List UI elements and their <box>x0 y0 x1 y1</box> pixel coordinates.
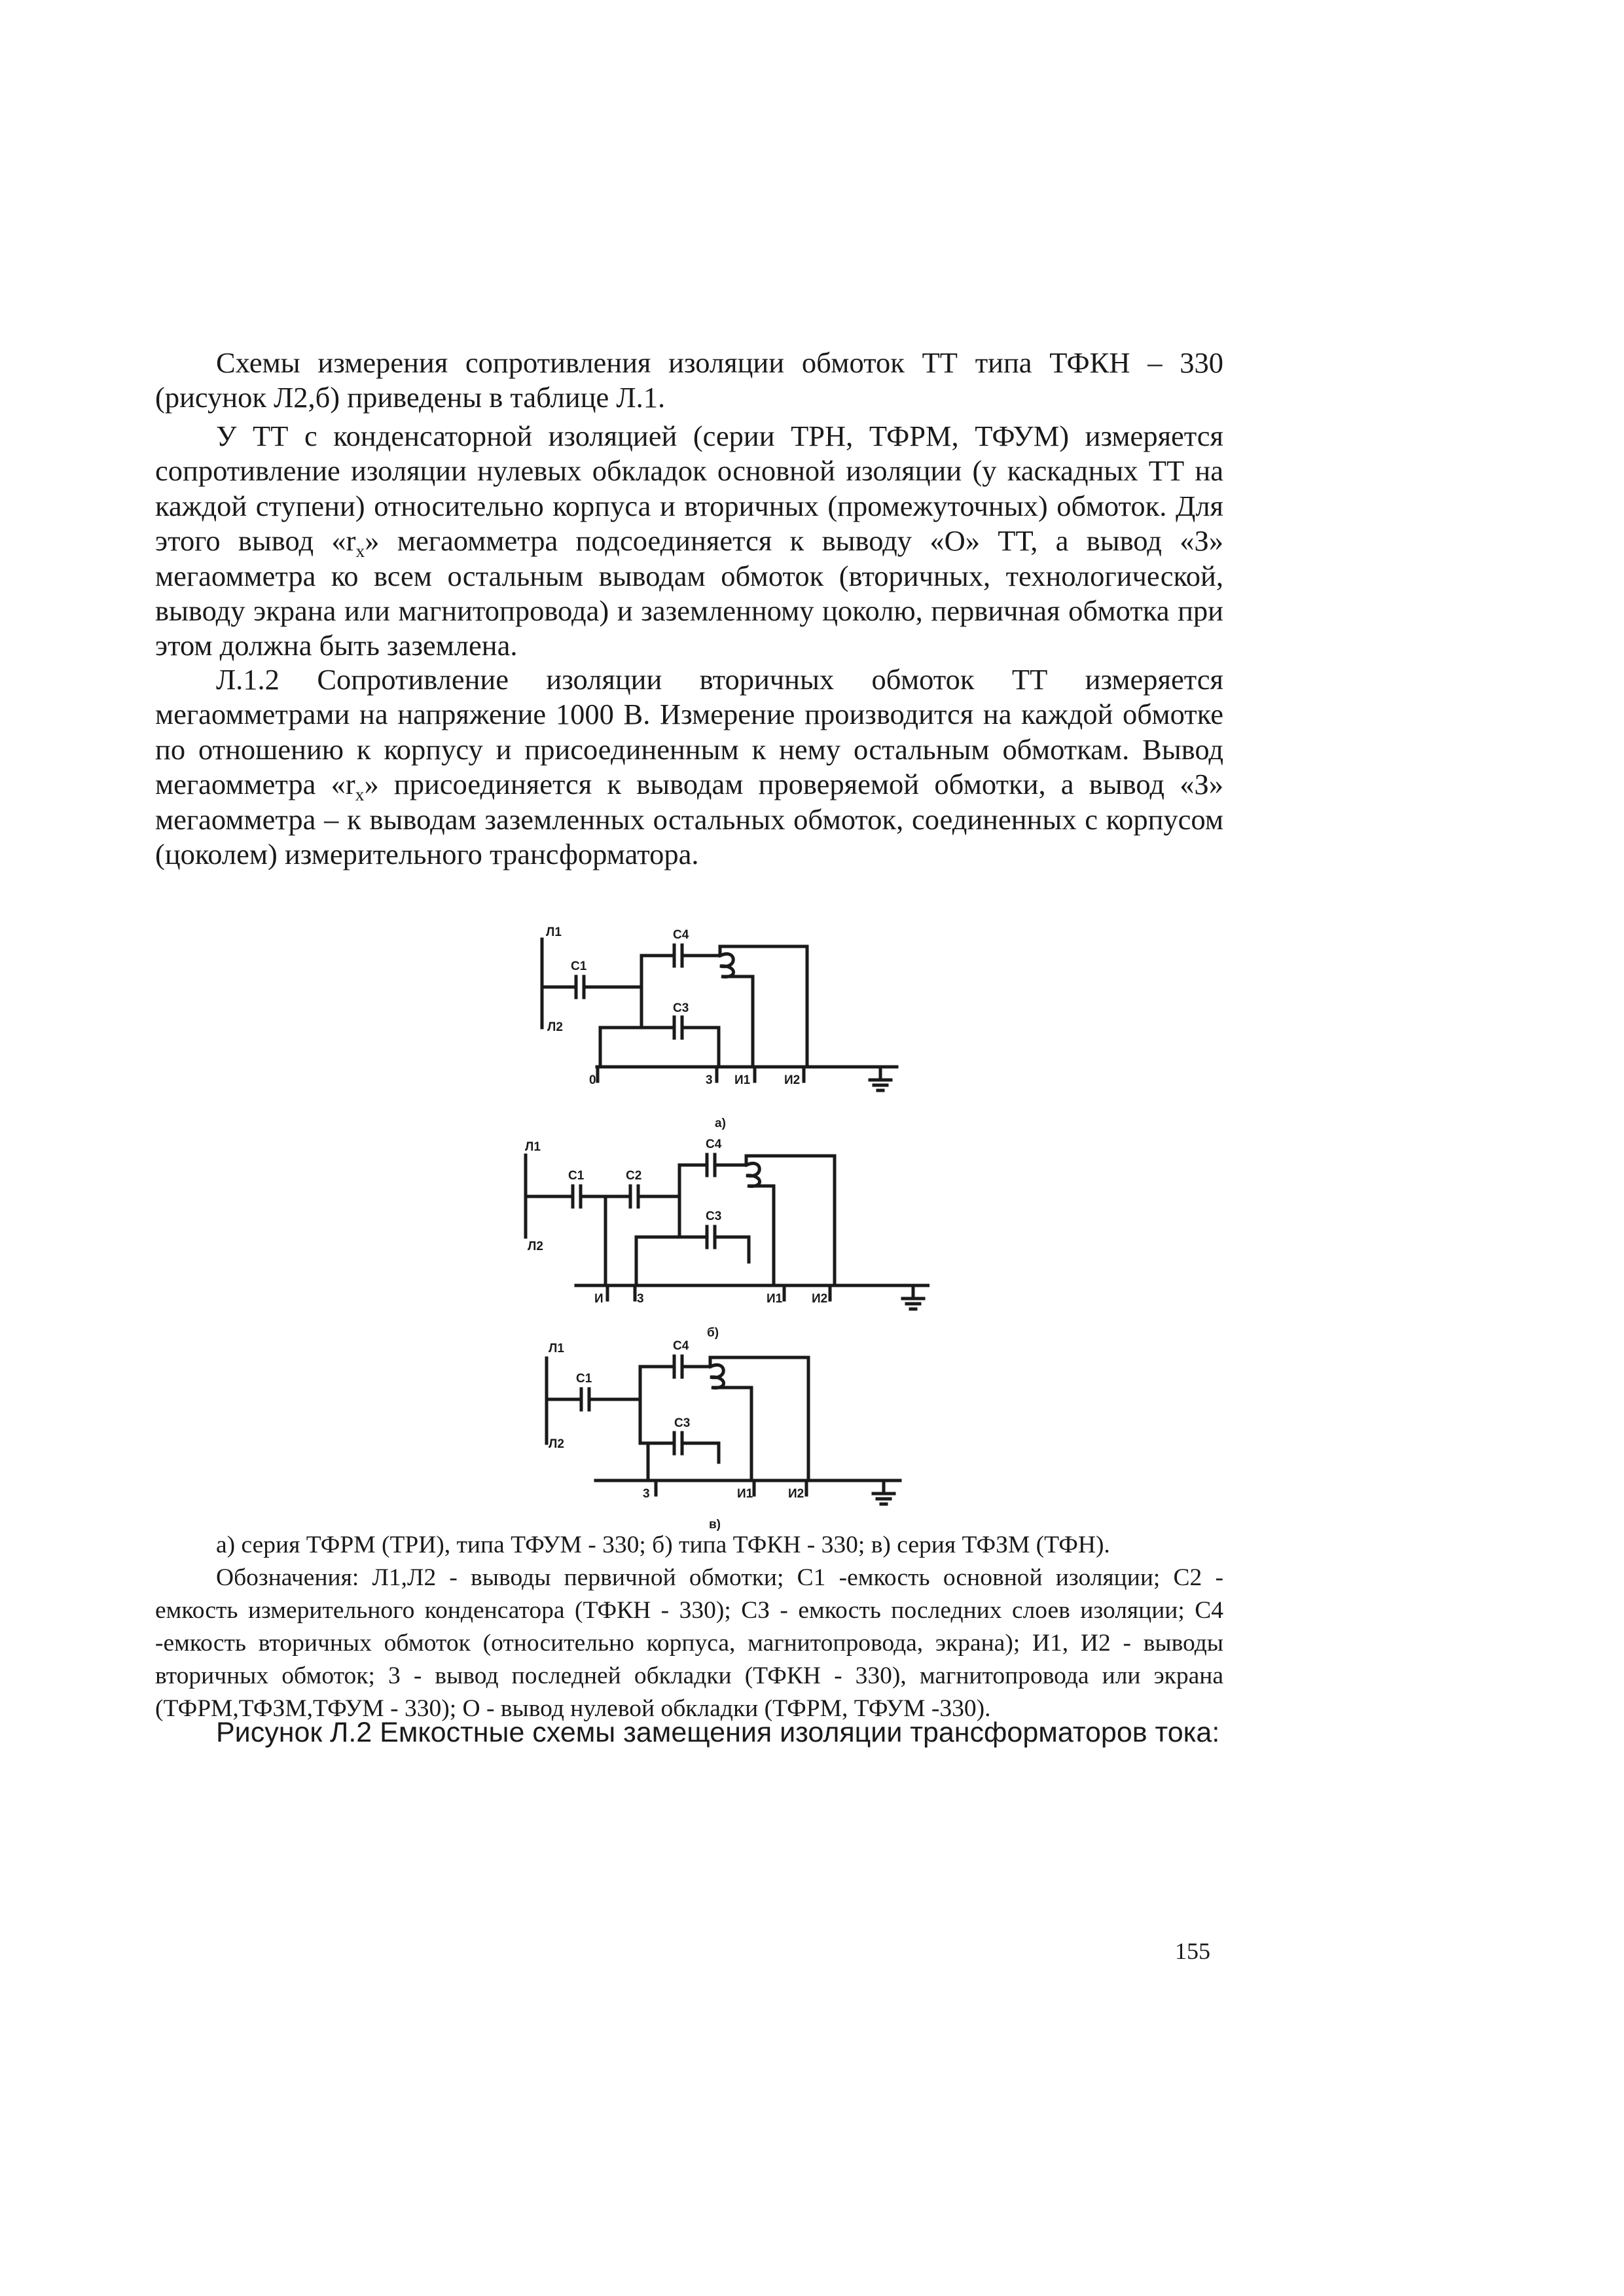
paragraph-2-part-2: » мегаомметра подсоединяется к выводу «О» ТТ, а вывод «З» мегаомметра ко всем остальным выводам обмоток (вторичных, технологической, выводу экрана или магнитопровода) и заземленному цоколю, первичная обмотка при этом должна быть заземлена. <box>155 524 1223 662</box>
circuit-diagram-b <box>511 1132 929 1342</box>
circuit-diagram-a <box>511 916 929 1132</box>
label-l2: Л2 <box>549 1437 564 1451</box>
paragraph-2-part-1: У ТТ с конденсаторной изоляцией (серии ТРН, ТФРМ, ТФУМ) измеряется сопротивление изоляции нулевых обкладок основной изоляции (у каскадных ТТ на каждой ступени) относительно корпуса и вторичных (промежуточных) обмоток. Для этого вывод «r <box>155 420 1223 558</box>
diagram-c-wires <box>547 1356 900 1504</box>
page-number: 155 <box>1175 1938 1210 1964</box>
diagram-b-wires <box>526 1155 929 1309</box>
paragraph-3 <box>155 662 1223 872</box>
figure-variants-text: а) серия ТФРМ (ТРИ), типа ТФУМ - 330; б) типа ТФКН - 330; в) серия ТФЗМ (ТФН). <box>216 1532 1110 1558</box>
paragraph-3-part-2: » присоединяется к выводам проверяемой обмотки, а вывод «З» мегаомметра – к выводам заземленных остальных обмоток, соединенных с корпусом (цоколем) измерительного трансформатора. <box>155 768 1223 871</box>
terminal-3: 3 <box>643 1487 650 1501</box>
label-l1: Л1 <box>525 1140 541 1154</box>
terminal-i1: И1 <box>734 1073 751 1087</box>
terminal-i2: И2 <box>812 1292 828 1306</box>
circuit-diagram-a-svg <box>511 916 929 1132</box>
rx-subscript: x <box>355 541 365 562</box>
label-c1: С1 <box>576 1372 592 1386</box>
paragraph-3-text <box>155 662 1223 872</box>
circuit-diagram-c <box>511 1329 929 1538</box>
label-c4: С4 <box>706 1138 722 1151</box>
label-l1: Л1 <box>549 1342 564 1355</box>
label-c1: С1 <box>571 960 587 973</box>
diagram-b-caption: б) <box>707 1326 719 1340</box>
label-c3: С3 <box>674 1416 691 1430</box>
label-l1: Л1 <box>546 925 562 939</box>
diagram-c-caption: в) <box>709 1518 721 1532</box>
paragraph-2 <box>155 419 1223 664</box>
paragraph-2-text <box>155 419 1223 664</box>
terminal-0: 0 <box>589 1073 596 1087</box>
diagram-a-wires <box>542 939 897 1090</box>
label-c4: С4 <box>673 1339 689 1353</box>
terminal-3: 3 <box>706 1073 713 1087</box>
label-l2: Л2 <box>547 1020 563 1034</box>
label-c3: С3 <box>706 1210 722 1223</box>
figure-legend-text: Обозначения: Л1,Л2 - выводы первичной обмотки; С1 -емкость основной изоляции; С2 - емкость измерительного конденсатора (ТФКН - 330); СЗ - емкость последних слоев изоляции; С4 -емкость вторичных обмоток (относительно корпуса, магнитопровода, экрана); И1, И2 - выводы вторичных обмоток; 3 - вывод последней обкладки (ТФКН - 330), магнитопровода или экрана (ТФРМ,ТФЗМ,ТФУМ - 330); О - вывод нулевой обкладки (ТФРМ, ТФУМ -330). <box>155 1564 1223 1722</box>
paragraph-1-text: Схемы измерения сопротивления изоляции обмоток ТТ типа ТФКН – 330 (рисунок Л2,б) приведены в таблице Л.1. <box>155 346 1223 414</box>
circuit-diagram-b-svg <box>511 1132 929 1342</box>
figure-variants-caption <box>155 1529 1223 1562</box>
terminal-3: 3 <box>637 1292 644 1306</box>
label-l2: Л2 <box>528 1240 543 1253</box>
label-c1: С1 <box>568 1169 585 1183</box>
terminal-i2: И2 <box>788 1487 804 1501</box>
rx-subscript: x <box>355 784 365 805</box>
figure-legend <box>155 1562 1223 1725</box>
label-c2: С2 <box>626 1169 642 1183</box>
diagram-a-caption: а) <box>715 1117 726 1130</box>
label-c3: С3 <box>673 1001 689 1015</box>
figure-title: Рисунок Л.2 Емкостные схемы замещения изоляции трансформаторов тока: <box>216 1717 1220 1748</box>
terminal-i2: И2 <box>784 1073 801 1087</box>
circuit-diagram-c-svg <box>511 1329 929 1538</box>
terminal-i: И <box>594 1292 604 1306</box>
paragraph-1 <box>155 346 1223 416</box>
label-c4: С4 <box>673 928 689 942</box>
terminal-i1: И1 <box>767 1292 783 1306</box>
paragraph-3-part-1: Л.1.2 Сопротивление изоляции вторичных обмоток ТТ измеряется мегаомметрами на напряжение 1000 В. Измерение производится на каждой обмотке по отношению к корпусу и присоединенным к нему остальным обмоткам. Вывод мегаомметра «r <box>155 663 1223 801</box>
terminal-i1: И1 <box>737 1487 753 1501</box>
